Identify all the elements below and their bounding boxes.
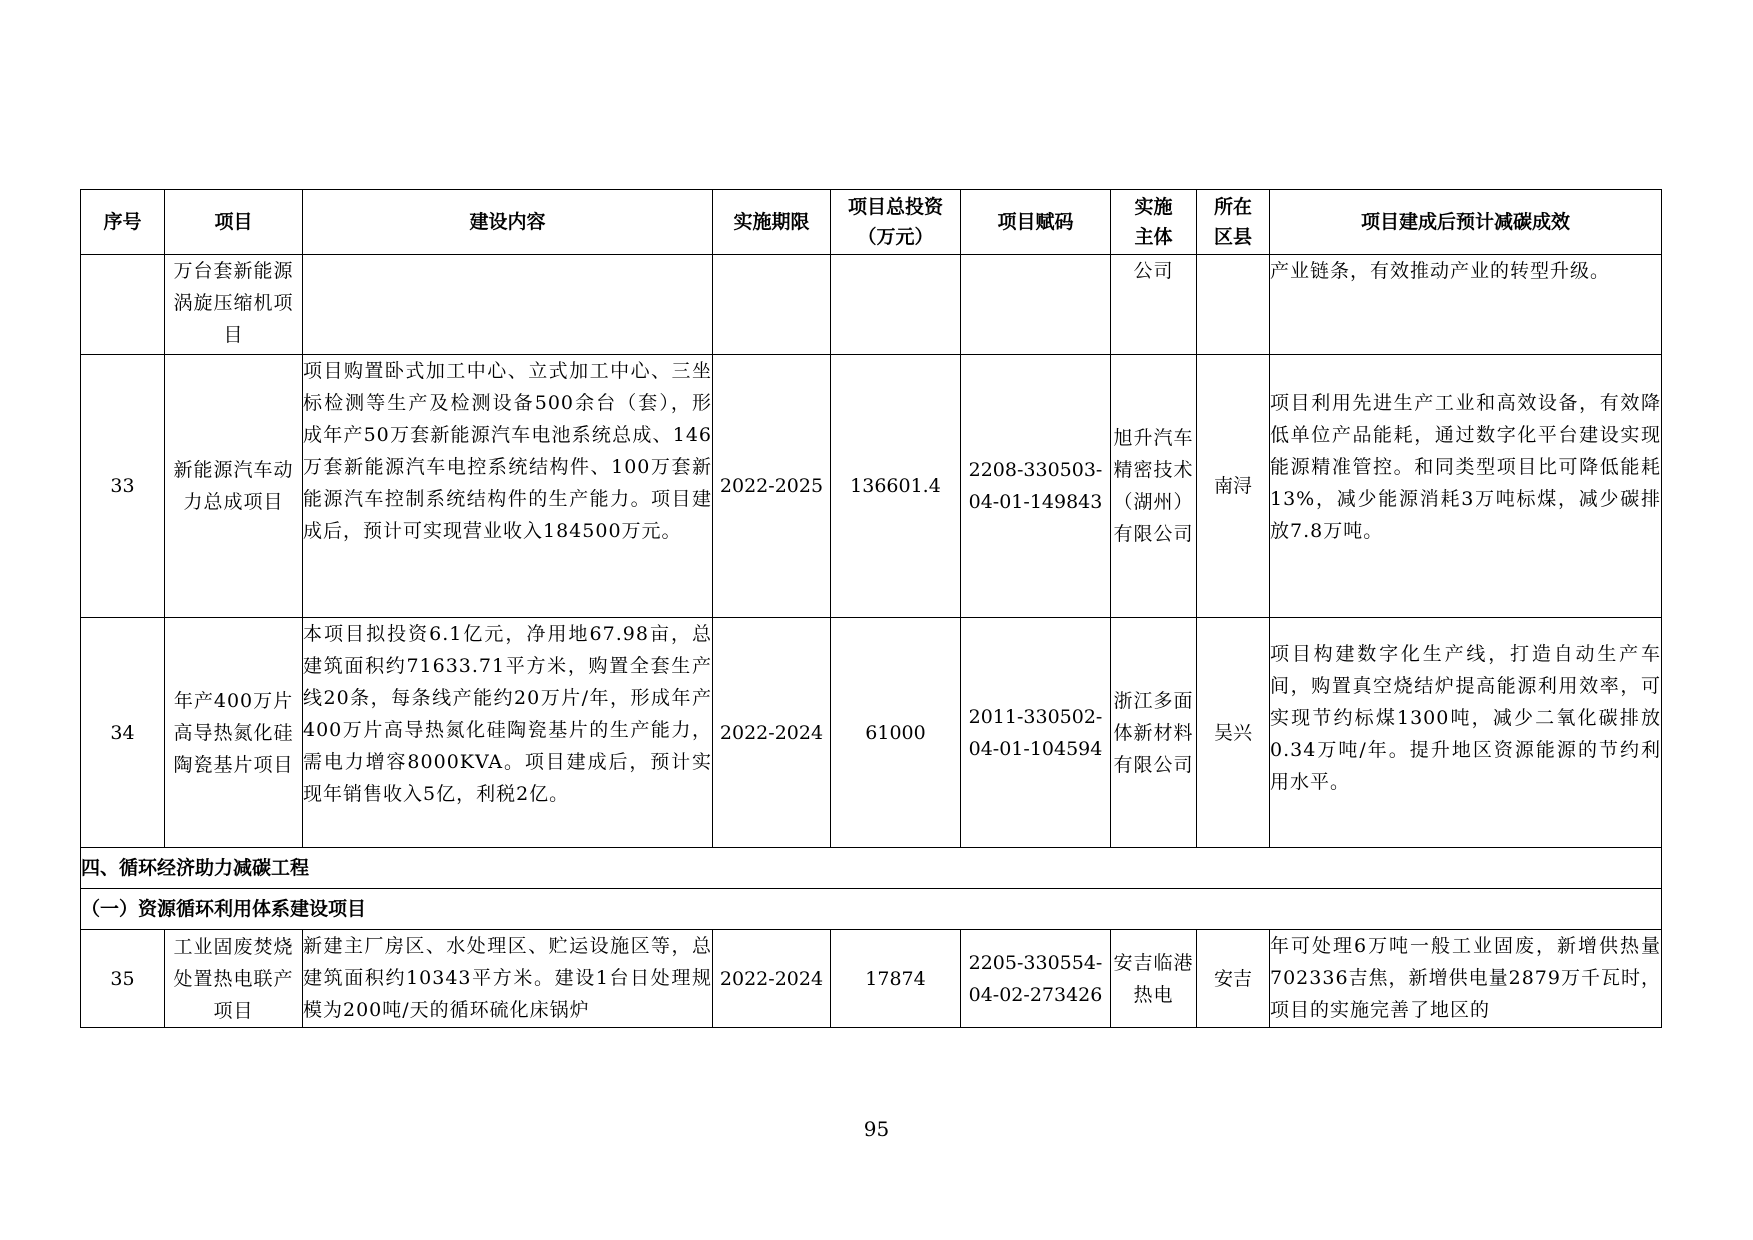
header-seq: 序号: [81, 190, 165, 255]
cell-county: 南浔: [1197, 355, 1270, 618]
cell-entity: 旭升汽车精密技术（湖州）有限公司: [1111, 355, 1197, 618]
cell-period: 2022-2024: [713, 618, 831, 848]
cell-period: [713, 255, 831, 355]
cell-code-line1: 2208-330503-: [968, 459, 1103, 481]
header-entity-line1: 实施: [1134, 196, 1173, 218]
cell-invest: 136601.4: [831, 355, 961, 618]
cell-invest: 61000: [831, 618, 961, 848]
cell-entity: 安吉临港热电: [1111, 930, 1197, 1028]
cell-project: 年产400万片高导热氮化硅陶瓷基片项目: [165, 618, 303, 848]
cell-code-line2: 04-02-273426: [968, 983, 1103, 1006]
header-county-line2: 区县: [1213, 226, 1252, 248]
cell-seq: 35: [81, 930, 165, 1028]
cell-county: [1197, 255, 1270, 355]
cell-effect: 项目利用先进生产工业和高效设备，有效降低单位产品能耗，通过数字化平台建设实现能源精准管控。和同类型项目比可降低能耗13%，减少能源消耗3万吨标煤，减少碳排放7.8万吨。: [1270, 355, 1662, 618]
table-header-row: [81, 190, 1662, 255]
section-row: [81, 848, 1662, 889]
header-entity-line2: 主体: [1134, 226, 1173, 248]
cell-code-line1: 2205-330554-: [968, 951, 1103, 974]
cell-code-line2: 04-01-104594: [968, 737, 1103, 760]
cell-project: 新能源汽车动力总成项目: [165, 355, 303, 618]
cell-seq: 33: [81, 355, 165, 618]
header-entity: [1111, 190, 1197, 255]
cell-entity: 公司: [1111, 255, 1197, 355]
table-row: [81, 930, 1662, 1028]
cell-county: 安吉: [1197, 930, 1270, 1028]
cell-entity: 浙江多面体新材料有限公司: [1111, 618, 1197, 848]
cell-project: 万台套新能源涡旋压缩机项目: [165, 255, 303, 355]
cell-code: [961, 355, 1111, 618]
cell-effect: 年可处理6万吨一般工业固废，新增供热量702336吉焦，新增供电量2879万千瓦时，项目的实施完善了地区的: [1270, 930, 1662, 1028]
cell-code: [961, 930, 1111, 1028]
subsection-heading: （一）资源循环利用体系建设项目: [81, 889, 1662, 930]
cell-content: 本项目拟投资6.1亿元，净用地67.98亩，总建筑面积约71633.71平方米，购置全套生产线20条，每条线产能约20万片/年，形成年产400万片高导热氮化硅陶瓷基片的生产能力，需电力增容8000KVA。项目建成后，预计实现年销售收入5亿，利税2亿。: [303, 618, 713, 848]
table-row: [81, 355, 1662, 618]
cell-content: 项目购置卧式加工中心、立式加工中心、三坐标检测等生产及检测设备500余台（套），形成年产50万套新能源汽车电池系统总成、146万套新能源汽车电控系统结构件、100万套新能源汽车控制系统结构件的生产能力。项目建成后，预计可实现营业收入184500万元。: [303, 355, 713, 618]
section-heading: 四、循环经济助力减碳工程: [81, 848, 1662, 889]
header-period: 实施期限: [713, 190, 831, 255]
cell-effect: 项目构建数字化生产线，打造自动生产车间，购置真空烧结炉提高能源利用效率，可实现节约标煤1300吨，减少二氧化碳排放0.34万吨/年。提升地区资源能源的节约利用水平。: [1270, 618, 1662, 848]
project-table: [80, 189, 1662, 1028]
header-project: 项目: [165, 190, 303, 255]
cell-period: 2022-2024: [713, 930, 831, 1028]
cell-code: [961, 255, 1111, 355]
table-row: [81, 255, 1662, 355]
header-content: 建设内容: [303, 190, 713, 255]
cell-project: 工业固废焚烧处置热电联产项目: [165, 930, 303, 1028]
cell-content: 新建主厂房区、水处理区、贮运设施区等，总建筑面积约10343平方米。建设1台日处理规模为200吨/天的循环硫化床锅炉: [303, 930, 713, 1028]
cell-code-line1: 2011-330502-: [968, 705, 1103, 728]
cell-county: 吴兴: [1197, 618, 1270, 848]
cell-period: 2022-2025: [713, 355, 831, 618]
cell-invest: 17874: [831, 930, 961, 1028]
cell-code: [961, 618, 1111, 848]
header-invest-line2: （万元）: [857, 226, 934, 248]
header-invest-line1: 项目总投资: [847, 196, 943, 218]
cell-seq: 34: [81, 618, 165, 848]
cell-code-line2: 04-01-149843: [968, 491, 1103, 513]
header-county: [1197, 190, 1270, 255]
cell-content: [303, 255, 713, 355]
cell-effect: 产业链条，有效推动产业的转型升级。: [1270, 255, 1662, 355]
subsection-row: [81, 889, 1662, 930]
header-code: 项目赋码: [961, 190, 1111, 255]
header-effect: 项目建成后预计减碳成效: [1270, 190, 1662, 255]
header-county-line1: 所在: [1213, 196, 1252, 218]
header-invest: [831, 190, 961, 255]
table-row: [81, 618, 1662, 848]
cell-invest: [831, 255, 961, 355]
page-number: 95: [863, 1117, 890, 1141]
cell-seq: [81, 255, 165, 355]
